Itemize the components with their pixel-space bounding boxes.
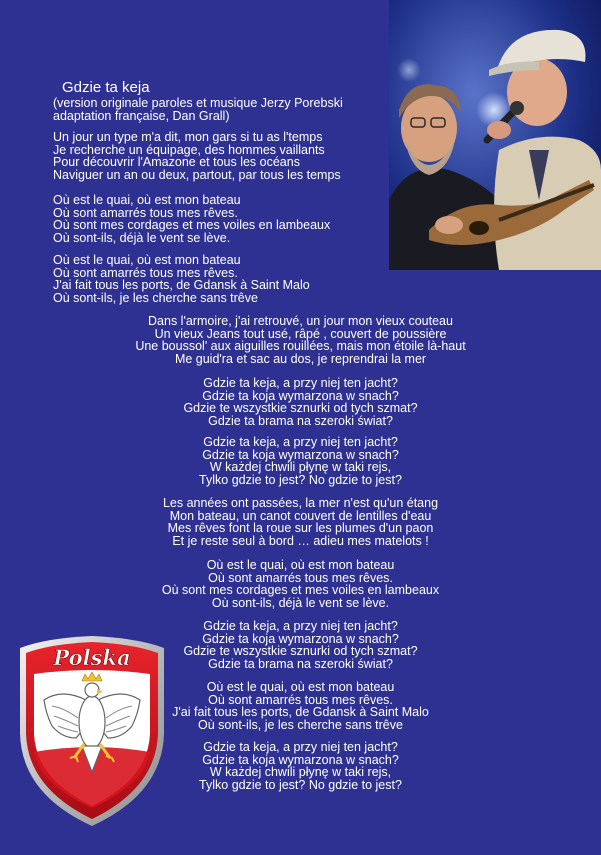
lyric-line: Naviguer un an ou deux, partout, par tous les temps <box>53 167 341 182</box>
lyric-line: Dans l'armoire, j'ai retrouvé, un jour mon vieux couteau <box>148 314 453 328</box>
credits-line: (version originale paroles et musique Jerzy Porebski <box>53 96 343 110</box>
lyric-line: Où est le quai, où est mon bateau <box>53 193 241 207</box>
singers-photo <box>389 0 601 270</box>
lyric-line: Où est le quai, où est mon bateau <box>206 558 395 572</box>
lyric-line: W każdej chwili płynę w taki rejs, <box>209 460 392 474</box>
lyric-line: J'ai fait tous les ports, de Gdansk à Saint Malo <box>53 278 310 292</box>
chorus-1 <box>53 194 330 244</box>
lyric-line: Un jour un type m'a dit, mon gars si tu as l'temps <box>53 130 323 144</box>
song-credits <box>53 97 343 122</box>
lyric-line: Où sont amarrés tous mes rêves. <box>53 265 238 280</box>
lyric-line: Un vieux Jeans tout usé, râpé , couvert de poussière <box>154 326 447 341</box>
lyric-line: Gdzie ta koja wymarzona w snach? <box>202 631 399 646</box>
lyric-line: Gdzie ta koja wymarzona w snach? <box>202 388 399 403</box>
verse-2 <box>0 315 601 365</box>
lyric-line: Où sont amarrés tous mes rêves. <box>53 205 238 220</box>
lyric-line: Gdzie ta brama na szeroki świat? <box>208 656 393 671</box>
lyric-line: Gdzie ta keja, a przy niej ten jacht? <box>203 435 398 449</box>
lyric-line: Les années ont passées, la mer n'est qu'un étang <box>162 496 439 510</box>
lyric-line: Gdzie ta keja, a przy niej ten jacht? <box>203 740 398 754</box>
chorus-3 <box>0 559 601 609</box>
polska-shield-emblem <box>18 634 166 828</box>
song-title: Gdzie ta keja <box>62 79 150 96</box>
lyric-line: Où sont-ils, je les cherche sans trêve <box>53 290 258 305</box>
lyric-line: Gdzie te wszystkie sznurki od tych szmat? <box>183 644 418 658</box>
lyric-line: Et je reste seul à bord … adieu mes matelots ! <box>172 533 429 548</box>
lyric-line: Mes rêves font la roue sur les plumes d'un paon <box>167 521 434 535</box>
lyric-line: Où sont-ils, je les cherche sans trêve <box>198 717 403 732</box>
shield-label: Polska <box>53 645 131 670</box>
lyric-line: W każdej chwili płynę w taki rejs, <box>209 765 392 779</box>
lyric-line: Me guid'ra et sac au dos, je reprendrai la mer <box>174 351 427 366</box>
verse-3 <box>0 497 601 547</box>
lyric-line: Gdzie ta brama na szeroki świat? <box>208 413 393 428</box>
lyric-line: Où sont-ils, déjà le vent se lève. <box>211 595 390 610</box>
lyric-line: J'ai fait tous les ports, de Gdansk à Saint Malo <box>172 705 429 719</box>
credits-line: adaptation française, Dan Grall) <box>53 108 230 123</box>
lyric-line: Gdzie ta keja, a przy niej ten jacht? <box>203 619 398 633</box>
verse-1 <box>53 131 341 181</box>
lyric-line: Où est le quai, où est mon bateau <box>206 680 395 694</box>
lyric-line: Tylko gdzie to jest? No gdzie to jest? <box>199 472 402 487</box>
lyric-line: Où sont amarrés tous mes rêves. <box>208 692 393 707</box>
chorus-2 <box>53 254 310 304</box>
polish-chorus-2 <box>0 436 601 486</box>
lyric-line: Pour découvrir l'Amazone et tous les océans <box>53 155 300 169</box>
lyric-line: Gdzie te wszystkie sznurki od tych szmat? <box>183 401 418 415</box>
lyric-line: Une boussol' aux aiguilles rouillées, mais mon étoile là-haut <box>135 339 466 353</box>
lyric-line: Tylko gdzie to jest? No gdzie to jest? <box>199 777 402 792</box>
lyric-line: Où sont mes cordages et mes voiles en lambeaux <box>161 583 440 597</box>
lyric-line: Où est le quai, où est mon bateau <box>53 253 241 267</box>
lyric-line: Où sont amarrés tous mes rêves. <box>208 570 393 585</box>
lyric-line: Gdzie ta keja, a przy niej ten jacht? <box>203 376 398 390</box>
lyric-line: Gdzie ta koja wymarzona w snach? <box>202 752 399 767</box>
polish-chorus-1 <box>0 377 601 427</box>
lyric-line: Où sont mes cordages et mes voiles en lambeaux <box>53 218 331 232</box>
lyric-line: Gdzie ta koja wymarzona w snach? <box>202 447 399 462</box>
lyric-line: Où sont-ils, déjà le vent se lève. <box>53 230 231 245</box>
lyric-line: Je recherche un équipage, des hommes vaillants <box>53 142 325 157</box>
lyric-line: Mon bateau, un canot couvert de lentilles d'eau <box>169 508 432 523</box>
